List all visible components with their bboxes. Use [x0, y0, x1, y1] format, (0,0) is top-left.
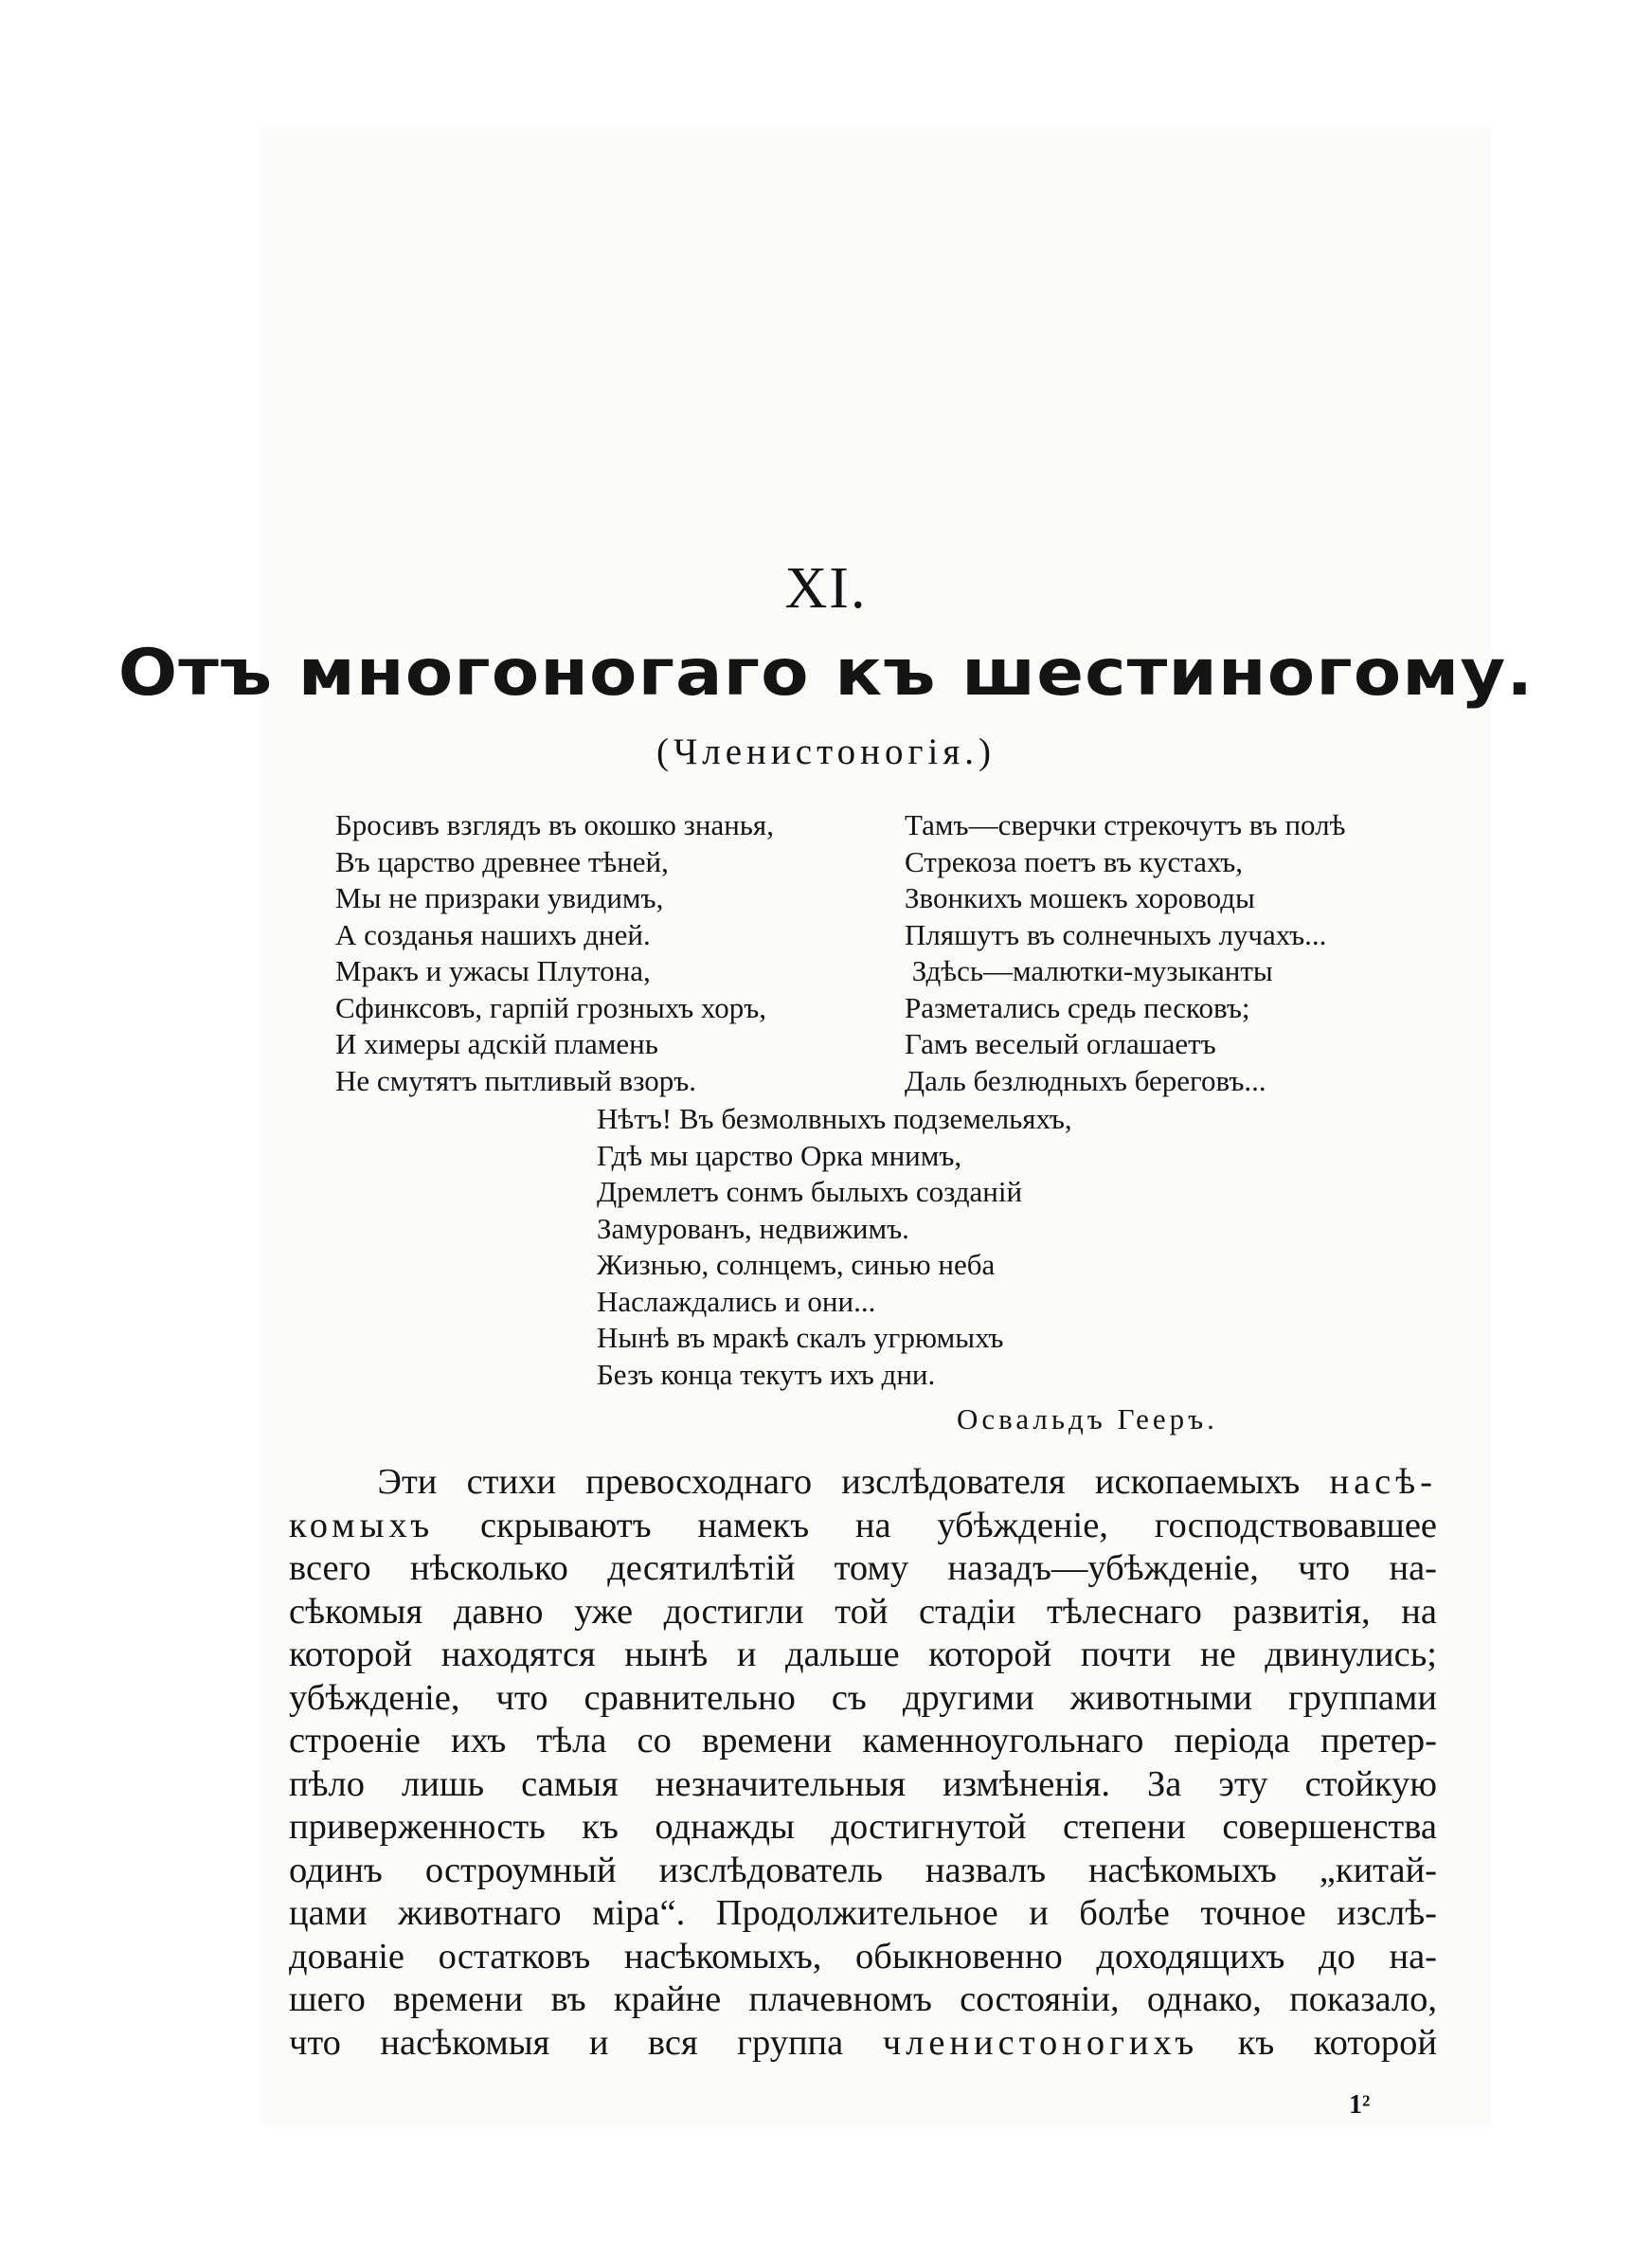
poem-line: Жизнью, солнцемъ, синью неба [597, 1248, 996, 1281]
paragraph-line: цами животнаго міра“. Продолжительное и болѣе точное изслѣ- [289, 1893, 1437, 1933]
poem-line: Безъ конца текутъ ихъ дни. [597, 1357, 936, 1391]
poem-line: Пляшутъ въ солнечныхъ лучахъ... [905, 917, 1327, 951]
poem-line: Стрекоза поетъ въ кустахъ, [905, 844, 1244, 878]
paragraph-line: пѣло лишь самыя незначительныя измѣненія. За эту стойкую [289, 1763, 1437, 1804]
poem-line: Въ царство древнее тѣней, [335, 844, 669, 878]
poem-line: Дремлетъ сонмъ былыхъ созданій [597, 1175, 1023, 1208]
paragraph-line: сѣкомыя давно уже достигли той стадіи тѣлеснаго развитія, на [289, 1591, 1437, 1632]
poem-line: Наслаждались и они... [597, 1284, 876, 1318]
chapter-subtitle: (Членистоногія.) [655, 731, 997, 772]
paragraph-line: убѣжденіе, что сравнительно съ другими животными группами [289, 1677, 1437, 1718]
paragraph-line: которой находятся нынѣ и дальше которой почти не двинулись; [289, 1634, 1437, 1674]
paragraph-line: что насѣкомыя и вся группа членистоногихъ къ которой [289, 2022, 1437, 2063]
poem-stanza-right [905, 807, 1345, 1099]
poem-line: Мракъ и ужасы Плутона, [335, 954, 651, 987]
poem-line: Мы не призраки увидимъ, [335, 881, 664, 914]
poem-line: Тамъ—сверчки стрекочутъ въ полѣ [905, 808, 1346, 841]
chapter-number: XI. [784, 556, 868, 621]
paragraph-line: Эти стихи превосходнаго изслѣдователя ископаемыхъ насѣ- [289, 1462, 1437, 1502]
emphasized-word: членистоногихъ [882, 2022, 1199, 2063]
chapter-title: Отъ многоногаго къ шестиногому. [117, 636, 1535, 711]
poem-line: Здѣсь—малютки-музыканты [905, 954, 1273, 987]
body-paragraph [289, 1461, 1437, 2065]
poem-line: Не смутятъ пытливый взоръ. [335, 1063, 697, 1097]
paragraph-line: приверженность къ однажды достигнутой степени совершенства [289, 1807, 1437, 1847]
poem-line: Замурованъ, недвижимъ. [597, 1211, 909, 1245]
poem-attribution: Освальдъ Гееръ. [957, 1402, 1218, 1435]
page-signature-mark: 1² [1349, 2090, 1371, 2120]
paragraph-line: всего нѣсколько десятилѣтій тому назадъ—убѣжденіе, что на- [289, 1548, 1437, 1588]
paragraph-line: шего времени въ крайне плачевномъ состояніи, однако, показало, [289, 1979, 1437, 2019]
paragraph-line: строеніе ихъ тѣла со времени каменноугольнаго періода претер- [289, 1721, 1437, 1760]
poem-line: Нѣтъ! Въ безмолвныхъ подземельяхъ, [597, 1102, 1072, 1135]
poem-stanza-center [597, 1101, 1072, 1393]
poem-stanza-left [335, 807, 774, 1099]
poem-line: Гдѣ мы царство Орка мнимъ, [597, 1138, 962, 1172]
poem-line: Звонкихъ мошекъ хороводы [905, 881, 1255, 914]
paragraph-line: дованіе остатковъ насѣкомыхъ, обыкновенно доходящихъ до на- [289, 1936, 1437, 1977]
poem-line: Даль безлюдныхъ береговъ... [905, 1063, 1266, 1097]
paragraph-line: комыхъ скрываютъ намекъ на убѣжденіе, господствовавшее [289, 1505, 1437, 1545]
poem-line: Разметались средь песковъ; [905, 990, 1250, 1024]
poem-line: Гамъ веселый оглашаетъ [905, 1027, 1216, 1060]
poem-line: Нынѣ въ мракѣ скалъ угрюмыхъ [597, 1321, 1004, 1354]
poem-line: А созданья нашихъ дней. [335, 917, 651, 951]
paragraph-line: одинъ остроумный изслѣдователь назвалъ насѣкомыхъ „китай- [289, 1850, 1437, 1890]
poem-line: Бросивъ взглядъ въ окошко знанья, [335, 808, 774, 841]
poem-line: И химеры адскій пламень [335, 1027, 658, 1060]
poem-line: Сфинксовъ, гарпій грозныхъ хоръ, [335, 990, 766, 1024]
emphasized-word: насѣ- [1329, 1462, 1437, 1502]
emphasized-word: комыхъ [289, 1505, 435, 1545]
